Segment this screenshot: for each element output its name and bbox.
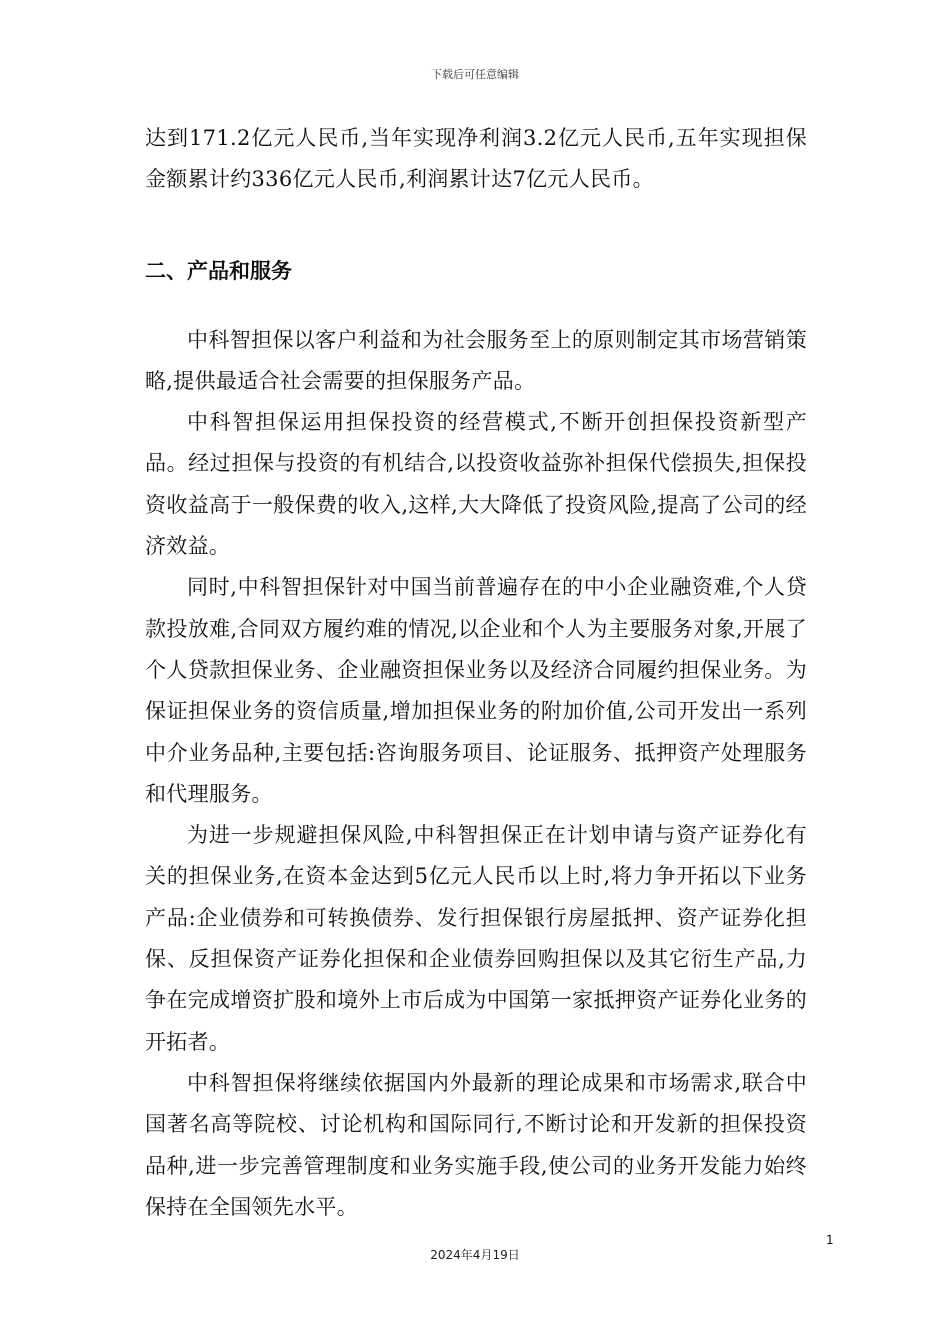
page-header: 下载后可任意编辑 bbox=[431, 68, 519, 81]
paragraph-marketing-strategy: 中科智担保以客户利益和为社会服务至上的原则制定其市场营销策略,提供最适合社会需要的担保服务产品。 bbox=[145, 327, 807, 393]
paragraph-guarantee-investment: 中科智担保运用担保投资的经营模式,不断开创担保投资新型产品。经过担保与投资的有机结合,以投资收益弥补担保代偿损失,担保投资收益高于一般保费的收入,这样,大大降低了投资风险,提高了公司的经济效益。 bbox=[145, 410, 807, 559]
section-heading: 二、产品和服务 bbox=[145, 258, 292, 283]
document-body bbox=[145, 118, 807, 1228]
paragraph-securitization-plan: 为进一步规避担保风险,中科智担保正在计划申请与资产证券化有关的担保业务,在资本金达到5亿元人民币以上时,将力争开拓以下业务产品:企业债券和可转换债券、发行担保银行房屋抵押、资产证券化担保、反担保资产证券化担保和企业债券回购担保以及其它衍生产品,力争在完成增资扩股和境外上市后成为中国第一家抵押资产证券化业务的开拓者。 bbox=[145, 823, 807, 1054]
footer-date: 2024年4月19日 bbox=[430, 1248, 520, 1262]
paragraph-research-development: 中科智担保将继续依据国内外最新的理论成果和市场需求,联合中国著名高等院校、讨论机构和国际同行,不断讨论和开发新的担保投资品种,进一步完善管理制度和业务实施手段,使公司的业务开发能力始终保持在全国领先水平。 bbox=[145, 1070, 807, 1219]
page-number: 1 bbox=[826, 1233, 834, 1247]
paragraph-service-targets: 同时,中科智担保针对中国当前普遍存在的中小企业融资难,个人贷款投放难,合同双方履约难的情况,以企业和个人为主要服务对象,开展了个人贷款担保业务、企业融资担保业务以及经济合同履约担保业务。为保证担保业务的资信质量,增加担保业务的附加价值,公司开发出一系列中介业务品种,主要包括:咨询服务项目、论证服务、抵押资产处理服务和代理服务。 bbox=[145, 575, 807, 806]
intro-paragraph: 达到171.2亿元人民币,当年实现净利润3.2亿元人民币,五年实现担保金额累计约336亿元人民币,利润累计达7亿元人民币。 bbox=[145, 126, 807, 192]
